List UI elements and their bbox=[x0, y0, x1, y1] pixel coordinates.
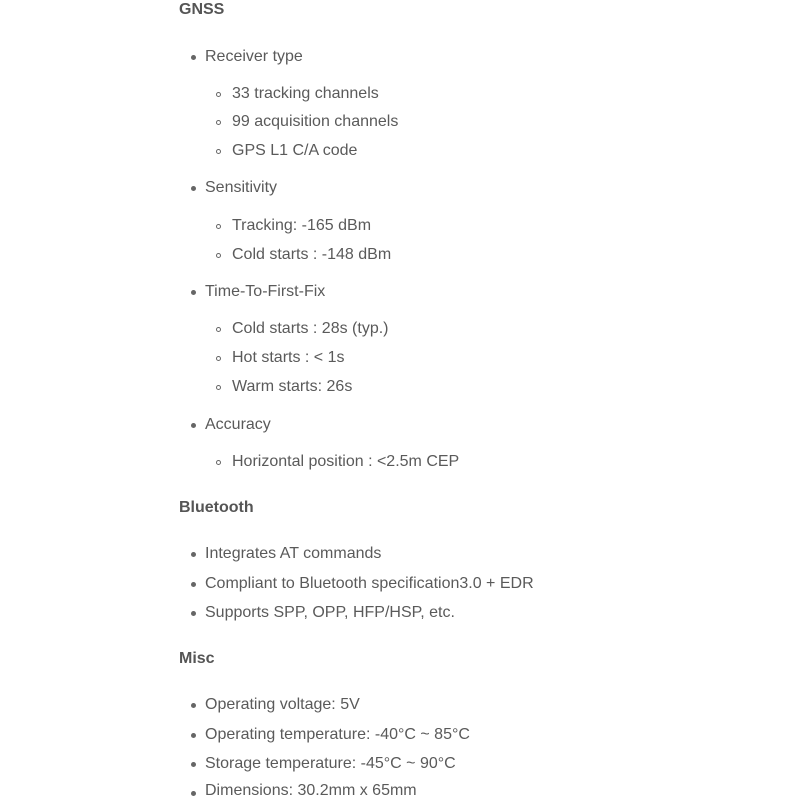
list-item-sensitivity: Sensitivity bbox=[205, 179, 278, 196]
bullet-icon bbox=[191, 290, 196, 295]
hollow-bullet-icon bbox=[216, 327, 221, 332]
bullet-icon bbox=[191, 423, 196, 428]
list-item: Dimensions: 30.2mm x 65mm bbox=[205, 782, 417, 799]
section-title-bluetooth: Bluetooth bbox=[179, 499, 254, 516]
hollow-bullet-icon bbox=[216, 460, 221, 465]
sub-list-item: Horizontal position : <2.5m CEP bbox=[232, 453, 460, 470]
hollow-bullet-icon bbox=[216, 356, 221, 361]
list-item: Integrates AT commands bbox=[205, 545, 382, 562]
bullet-icon bbox=[191, 791, 196, 796]
bullet-icon bbox=[191, 703, 196, 708]
hollow-bullet-icon bbox=[216, 149, 221, 154]
list-item: Supports SPP, OPP, HFP/HSP, etc. bbox=[205, 604, 455, 621]
section-title-gnss: GNSS bbox=[179, 1, 225, 18]
bullet-icon bbox=[191, 582, 196, 587]
sub-list-item: Cold starts : -148 dBm bbox=[232, 246, 392, 263]
section-title-misc: Misc bbox=[179, 650, 215, 667]
bullet-icon bbox=[191, 611, 196, 616]
list-item: Compliant to Bluetooth specification3.0 + EDR bbox=[205, 575, 534, 592]
sub-list-item: Warm starts: 26s bbox=[232, 378, 353, 395]
hollow-bullet-icon bbox=[216, 92, 221, 97]
bullet-icon bbox=[191, 733, 196, 738]
sub-list-item: Hot starts : < 1s bbox=[232, 349, 345, 366]
list-item-ttff: Time-To-First-Fix bbox=[205, 283, 326, 300]
sub-list-item: 33 tracking channels bbox=[232, 85, 379, 102]
hollow-bullet-icon bbox=[216, 224, 221, 229]
sub-list-item: 99 acquisition channels bbox=[232, 113, 399, 130]
bullet-icon bbox=[191, 552, 196, 557]
sub-list-item: GPS L1 C/A code bbox=[232, 142, 358, 159]
hollow-bullet-icon bbox=[216, 253, 221, 258]
sub-list-item: Cold starts : 28s (typ.) bbox=[232, 320, 389, 337]
hollow-bullet-icon bbox=[216, 385, 221, 390]
bullet-icon bbox=[191, 186, 196, 191]
list-item-receiver-type: Receiver type bbox=[205, 48, 303, 65]
list-item: Storage temperature: -45°C ~ 90°C bbox=[205, 755, 456, 772]
bullet-icon bbox=[191, 55, 196, 60]
list-item-accuracy: Accuracy bbox=[205, 416, 271, 433]
list-item: Operating temperature: -40°C ~ 85°C bbox=[205, 726, 470, 743]
sub-list-item: Tracking: -165 dBm bbox=[232, 217, 372, 234]
hollow-bullet-icon bbox=[216, 120, 221, 125]
bullet-icon bbox=[191, 762, 196, 767]
list-item: Operating voltage: 5V bbox=[205, 696, 360, 713]
